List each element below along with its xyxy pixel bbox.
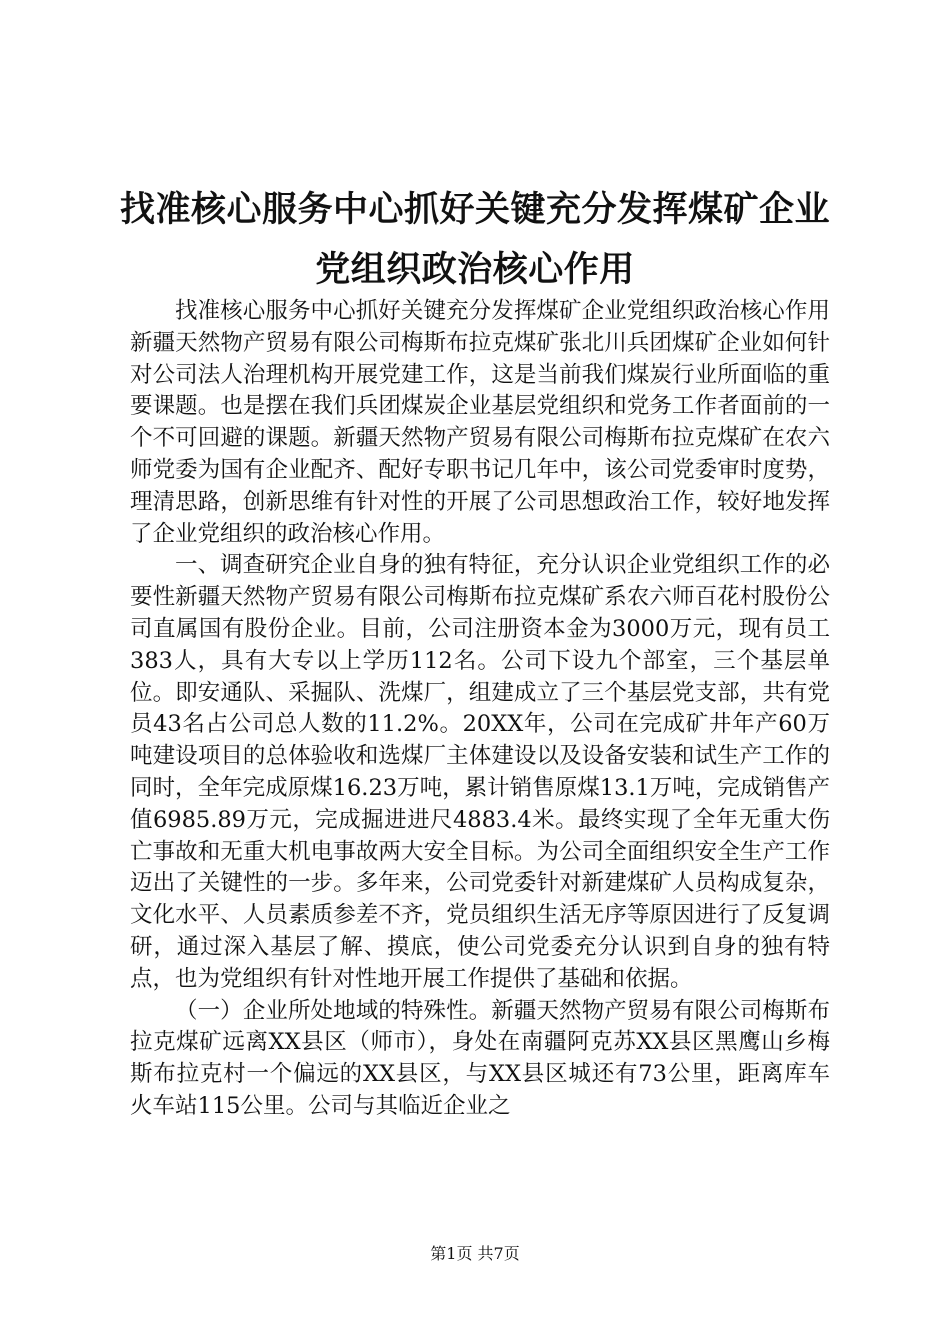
page-footer: 第1页 共7页 (430, 1244, 520, 1263)
document-body (130, 296, 830, 1123)
paragraph: 找准核心服务中心抓好关键充分发挥煤矿企业党组织政治核心作用新疆天然物产贸易有限公司梅斯布拉克煤矿张北川兵团煤矿企业如何针对公司法人治理机构开展党建工作，这是当前我们煤炭行业所面临的重要课题。也是摆在我们兵团煤炭企业基层党组织和党务工作者面前的一个不可回避的课题。新疆天然物产贸易有限公司梅斯布拉克煤矿在农六师党委为国有企业配齐、配好专职书记几年中，该公司党委审时度势，理清思路，创新思维有针对性的开展了公司思想政治工作，较好地发挥了企业党组织的政治核心作用。 (130, 298, 830, 547)
paragraph: 一、调查研究企业自身的独有特征，充分认识企业党组织工作的必要性新疆天然物产贸易有限公司梅斯布拉克煤矿系农六师百花村股份公司直属国有股份企业。目前，公司注册资本金为3000万元，现有员工383人，具有大专以上学历112名。公司下设九个部室，三个基层单位。即安通队、采掘队、洗煤厂，组建成立了三个基层党支部，共有党员43名占公司总人数的11.2%。20XX年，公司在完成矿井年产60万吨建设项目的总体验收和选煤厂主体建设以及设备安装和试生产工作的同时，全年完成原煤16.23万吨，累计销售原煤13.1万吨，完成销售产值6985.89万元，完成掘进进尺4883.4米。最终实现了全年无重大伤亡事故和无重大机电事故两大安全目标。为公司全面组织安全生产工作迈出了关键性的一步。多年来，公司党委针对新建煤矿人员构成复杂，文化水平、人员素质参差不齐，党员组织生活无序等原因进行了反复调研，通过深入基层了解、摸底，使公司党委充分认识到自身的独有特点，也为党组织有针对性地开展工作提供了基础和依据。 (130, 552, 830, 992)
document-title-line-1: 找准核心服务中心抓好关键充分发挥煤矿企业 (119, 189, 830, 230)
paragraph: （一）企业所处地域的特殊性。新疆天然物产贸易有限公司梅斯布拉克煤矿远离XX县区（师市），身处在南疆阿克苏XX县区黑鹰山乡梅斯布拉克村一个偏远的XX县区，与XX县区城还有73公里，距离库车火车站115公里。公司与其临近企业之 (130, 997, 830, 1119)
document-title-line-2: 党组织政治核心作用 (315, 249, 635, 290)
